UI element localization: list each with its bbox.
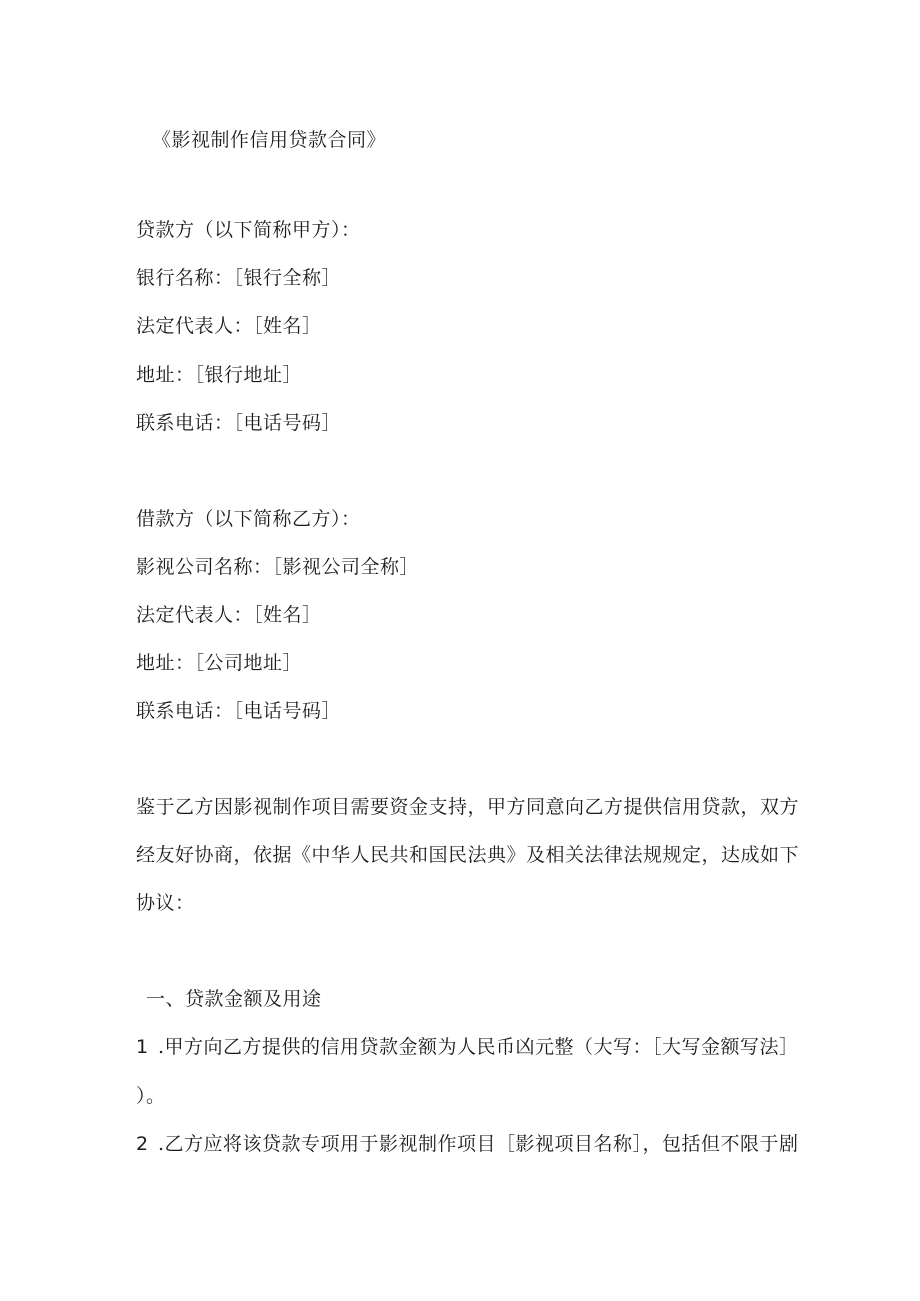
lender-bank-name: 银行名称：［银行全称］ — [136, 267, 342, 289]
preamble-line-1: 鉴于乙方因影视制作项目需要资金支持，甲方同意向乙方提供信用贷款，双方 — [136, 796, 800, 818]
lender-phone: 联系电话：［电话号码］ — [136, 412, 342, 434]
clause-1-text: .甲方向乙方提供的信用贷款金额为人民币凶元整（大写：［大写金额写法］ — [158, 1036, 799, 1058]
borrower-phone: 联系电话：［电话号码］ — [136, 700, 342, 722]
clause-2-number: 2 — [136, 1133, 149, 1155]
borrower-legal-rep: 法定代表人：［姓名］ — [136, 604, 322, 626]
borrower-company-name: 影视公司名称：［影视公司全称］ — [136, 556, 420, 578]
clause-1-line-2: ）。 — [136, 1085, 166, 1107]
clause-2-line-1 — [136, 1132, 799, 1156]
borrower-heading: 借款方（以下简称乙方）： — [136, 508, 361, 530]
lender-address: 地址：［银行地址］ — [136, 364, 303, 386]
document-title: 《影视制作信用贷款合同》 — [152, 129, 387, 151]
preamble-line-3: 协议： — [136, 892, 195, 914]
clause-1-line-1 — [136, 1035, 799, 1059]
clause-2-text: .乙方应将该贷款专项用于影视制作项目［影视项目名称］，包括但不限于剧 — [158, 1133, 799, 1155]
borrower-address: 地址：［公司地址］ — [136, 652, 303, 674]
lender-heading: 贷款方（以下简称甲方）： — [136, 219, 361, 241]
section-1-heading: 一、贷款金额及用途 — [146, 988, 322, 1010]
lender-legal-rep: 法定代表人：［姓名］ — [136, 315, 322, 337]
clause-1-number: 1 — [136, 1036, 149, 1058]
preamble-line-2: 经友好协商，依据《中华人民共和国民法典》及相关法律法规规定，达成如下 — [136, 844, 800, 866]
